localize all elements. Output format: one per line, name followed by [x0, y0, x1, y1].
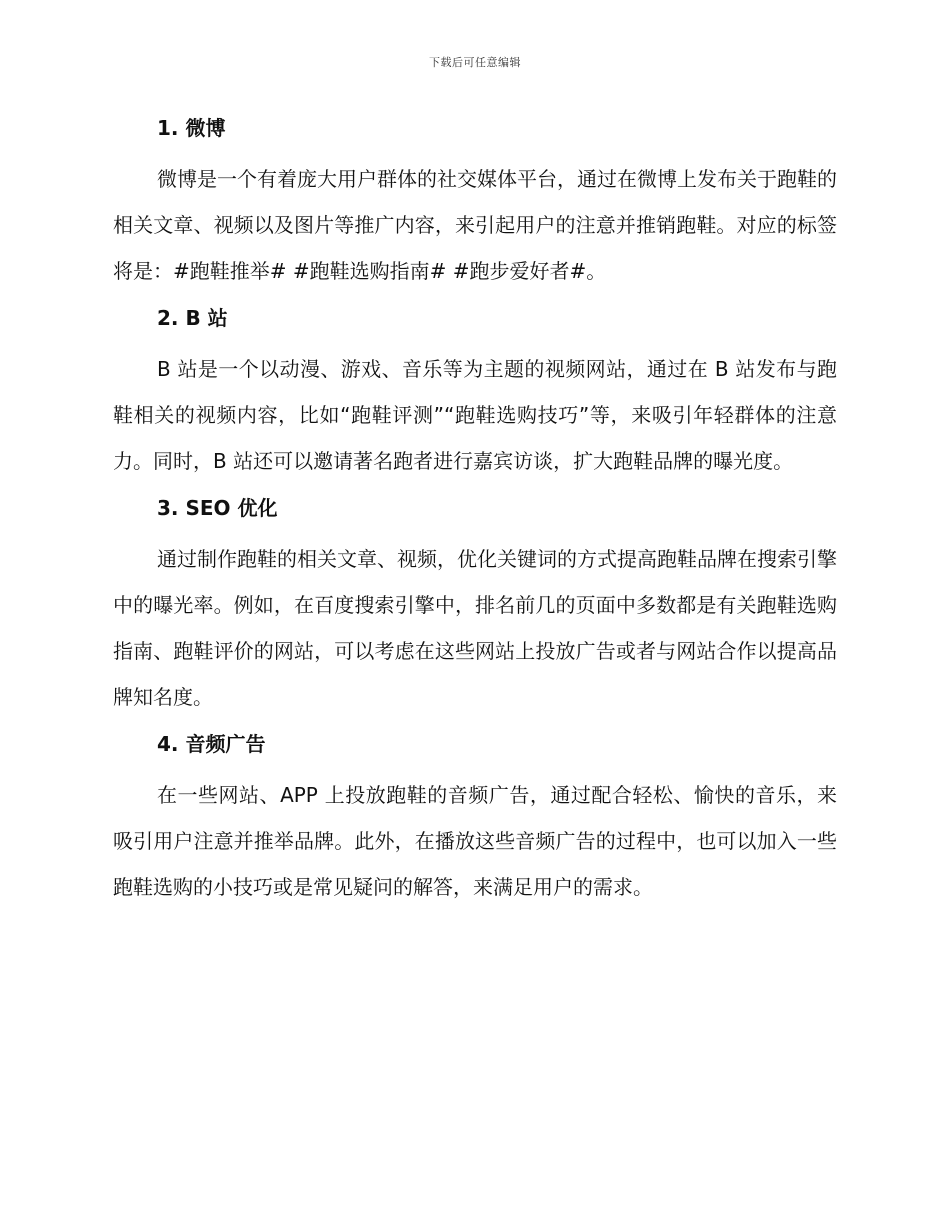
section-paragraph: 微博是一个有着庞大用户群体的社交媒体平台，通过在微博上发布关于跑鞋的相关文章、视频以及图片等推广内容，来引起用户的注意并推销跑鞋。对应的标签将是：#跑鞋推举# #跑鞋选购指南# #跑步爱好者#。 — [113, 167, 837, 283]
section-title: 3. SEO 优化 — [157, 496, 278, 520]
document-content — [113, 112, 837, 910]
section-seo — [113, 492, 837, 720]
section-paragraph: 通过制作跑鞋的相关文章、视频，优化关键词的方式提高跑鞋品牌在搜索引擎中的曝光率。例如，在百度搜索引擎中，排名前几的页面中多数都是有关跑鞋选购指南、跑鞋评价的网站，可以考虑在这些网站上投放广告或者与网站合作以提高品牌知名度。 — [113, 547, 837, 709]
section-paragraph: 在一些网站、APP 上投放跑鞋的音频广告，通过配合轻松、愉快的音乐，来吸引用户注意并推举品牌。此外，在播放这些音频广告的过程中，也可以加入一些跑鞋选购的小技巧或是常见疑问的解答，来满足用户的需求。 — [113, 783, 837, 899]
section-audio-ads — [113, 728, 837, 910]
section-bilibili — [113, 302, 837, 484]
section-weibo — [113, 112, 837, 294]
section-title: 2. B 站 — [157, 306, 228, 330]
section-title: 1. 微博 — [157, 116, 226, 140]
section-paragraph: B 站是一个以动漫、游戏、音乐等为主题的视频网站，通过在 B 站发布与跑鞋相关的视频内容，比如“跑鞋评测”“跑鞋选购技巧”等，来吸引年轻群体的注意力。同时，B 站还可以邀请著名跑者进行嘉宾访谈，扩大跑鞋品牌的曝光度。 — [113, 357, 837, 473]
page-header: 下载后可任意编辑 — [429, 56, 521, 69]
section-title: 4. 音频广告 — [157, 732, 266, 756]
